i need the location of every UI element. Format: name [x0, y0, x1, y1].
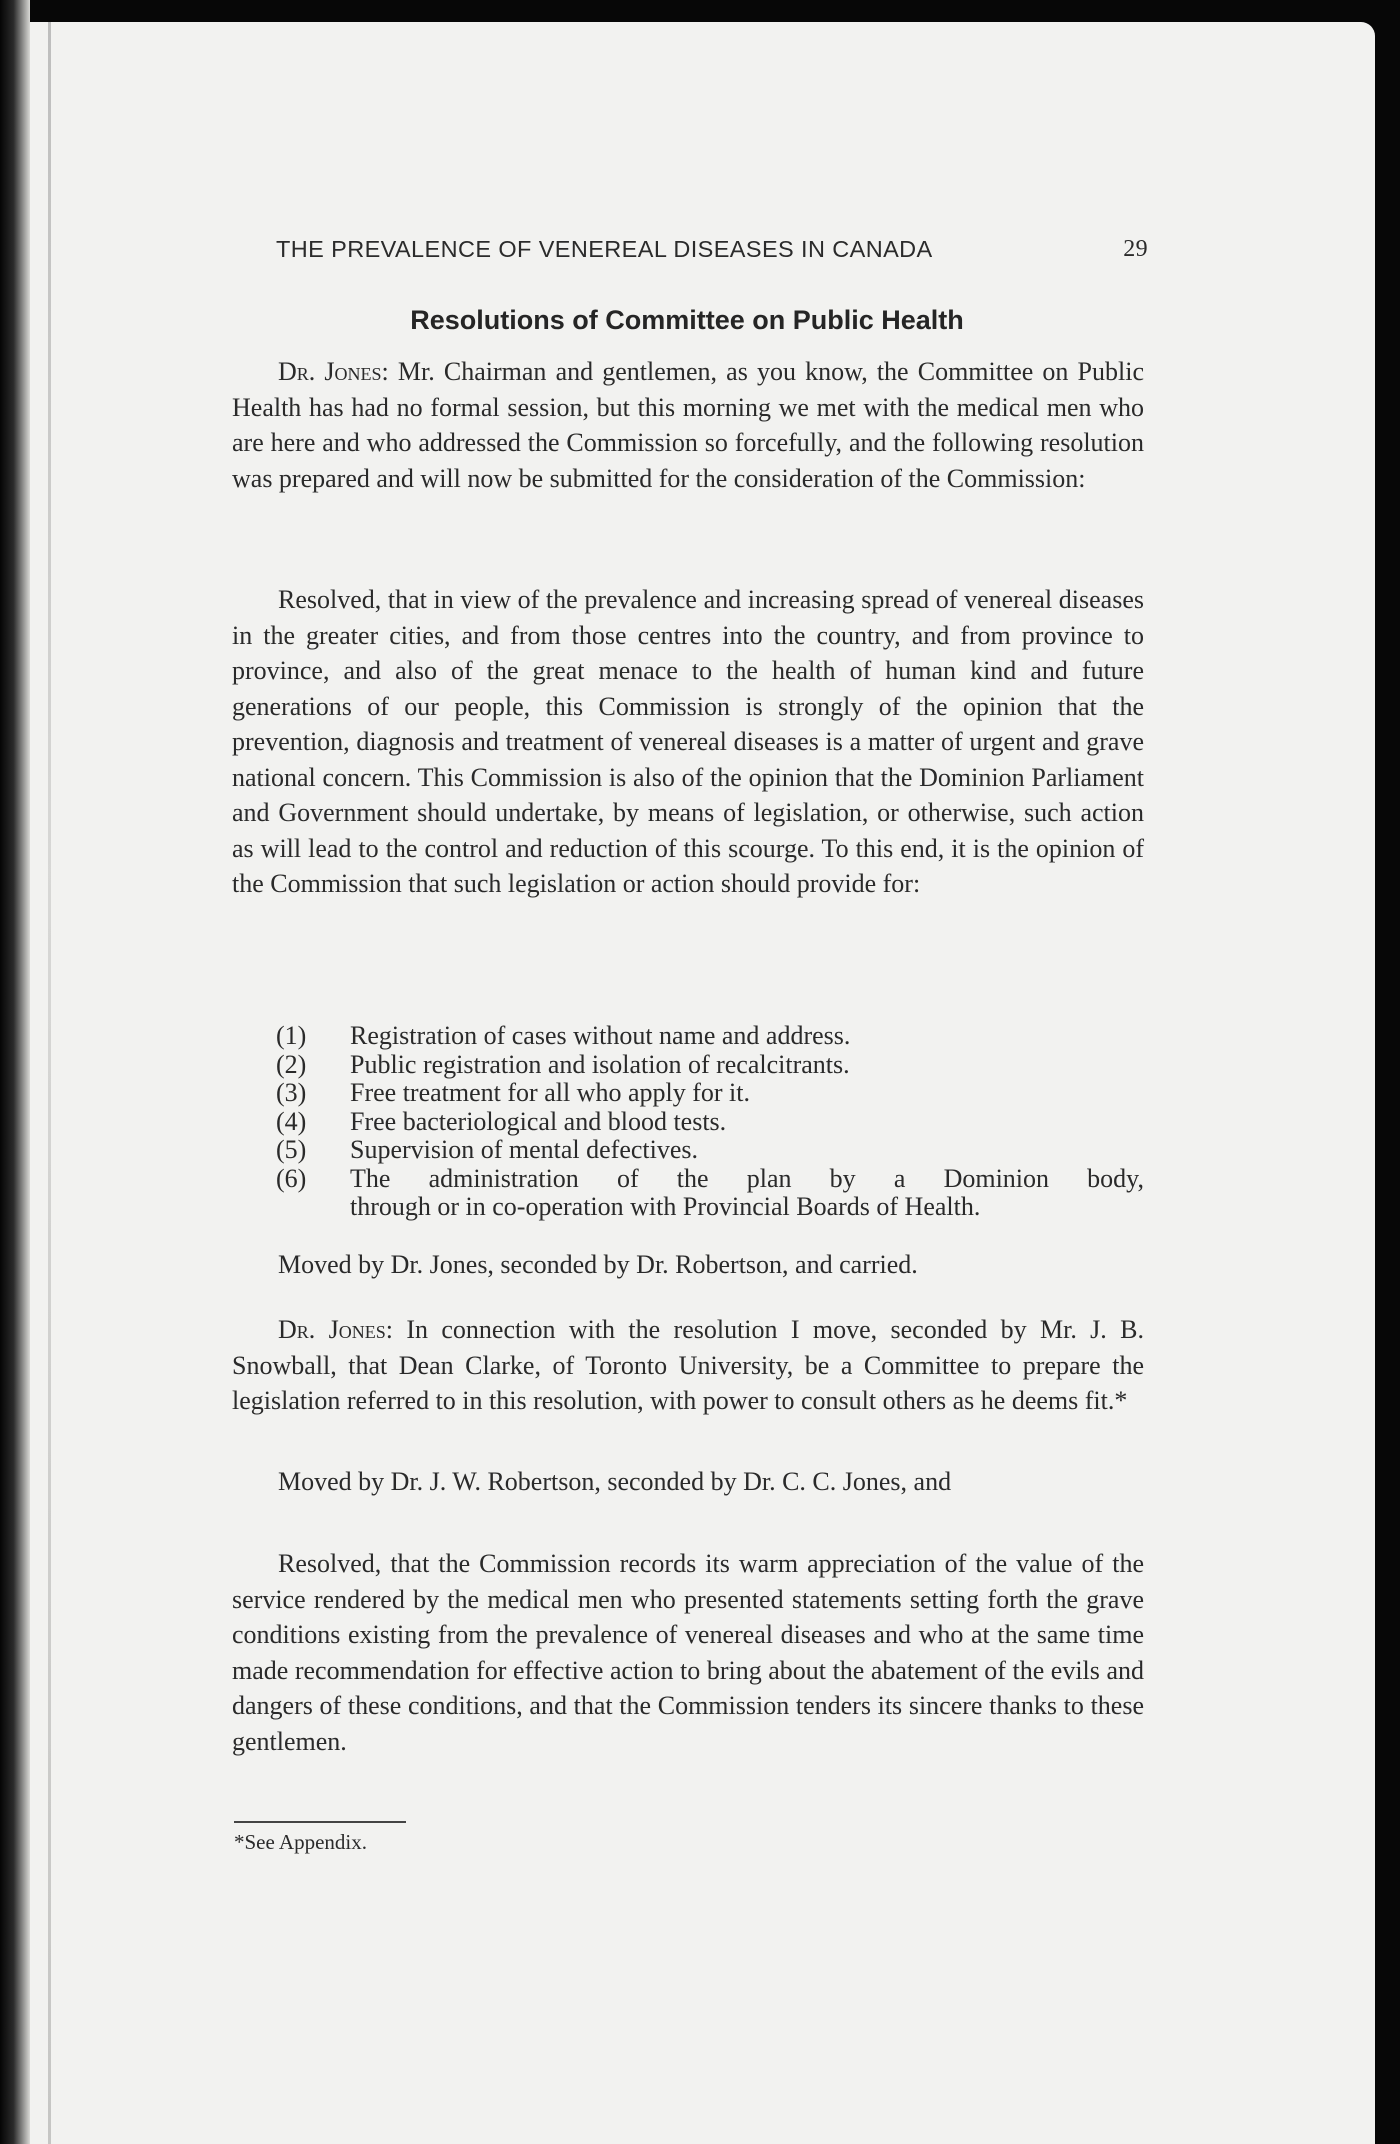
paragraph-text: In connection with the resolution I move, seconded by Mr. J. B. Snowball, that Dean Clarke, of Toronto University, be a Committee to prepare the legislation referred to in this resolution, with power to consult others as he deems fit.*: [232, 1315, 1145, 1415]
running-title: THE PREVALENCE OF VENEREAL DISEASES IN CANADA: [276, 236, 933, 262]
footnote-rule: [234, 1821, 406, 1823]
scan-left-edge: [0, 0, 30, 2144]
list-text: Free bacteriological and blood tests.: [350, 1106, 727, 1136]
provision-list: [232, 1022, 1144, 1222]
page-gutter-shadow: [48, 22, 51, 2144]
list-number: (4): [276, 1106, 307, 1136]
list-item: [232, 1165, 1144, 1194]
paragraph-resolution: Resolved, that in view of the prevalence and increasing spread of venereal diseases in the greater cities, and from those centres into the country, and from province to province, and also of the great menace to the health of human kind and future generations of our people, this Commission is strongly of the opinion that the prevention, diagnosis and treatment of venereal diseases is a matter of urgent and grave national concern. This Commission is also of the opinion that the Dominion Parliament and Government should undertake, by means of legislation, or otherwise, such action as will lead to the control and reduction of this scourge. To this end, it is the opinion of the Commission that such legislation or action should provide for:: [232, 585, 1144, 898]
footnote: *See Appendix.: [234, 1830, 367, 1854]
list-item: [232, 1108, 1144, 1137]
list-number: (6): [276, 1163, 307, 1193]
list-text: Free treatment for all who apply for it.: [350, 1078, 750, 1107]
list-text: Public registration and isolation of recalcitrants.: [350, 1049, 850, 1079]
speaker-name: Dr. Jones:: [278, 1315, 393, 1344]
paragraph-moved-robertson: Moved by Dr. J. W. Robertson, seconded by Dr. C. C. Jones, and: [278, 1467, 952, 1496]
list-item: [232, 1022, 1144, 1051]
list-continuation: through or in co-operation with Provincial Boards of Health.: [350, 1192, 981, 1221]
running-head: [276, 236, 1148, 263]
list-text: Registration of cases without name and address.: [350, 1021, 851, 1050]
list-item: [232, 1136, 1144, 1165]
list-item: [232, 1051, 1144, 1080]
section-title: Resolutions of Committee on Public Health: [410, 305, 964, 335]
list-text: The administration of the plan by a Dominion body,: [350, 1163, 1144, 1193]
paragraph-moved-carried: Moved by Dr. Jones, seconded by Dr. Robertson, and carried.: [278, 1250, 918, 1279]
paragraph-text: Mr. Chairman and gentlemen, as you know, the Committee on Public Health has had no formal session, but this morning we met with the medical men who are here and who addressed the Commission so forcefully, and the following resolution was prepared and will now be submitted for the consideration of the Commission:: [232, 357, 1144, 493]
list-number: (5): [276, 1135, 307, 1164]
list-text: Supervision of mental defectives.: [350, 1135, 699, 1164]
speaker-name: Dr. Jones:: [278, 357, 389, 386]
paragraph-dr-jones-intro: [232, 354, 1144, 496]
list-number: (3): [276, 1078, 307, 1107]
list-number: (1): [276, 1021, 307, 1050]
list-item: [232, 1079, 1144, 1108]
paragraph-dr-jones-motion: [232, 1312, 1144, 1419]
page-number: 29: [1123, 236, 1148, 262]
list-number: (2): [276, 1049, 307, 1079]
paragraph-appreciation: Resolved, that the Commission records its warm appreciation of the value of the service rendered by the medical men who presented statements setting forth the grave conditions existing from the prevalence of venereal diseases and who at the same time made recommendation for effective action to bring about the abatement of the evils and dangers of these conditions, and that the Commission tenders its sincere thanks to these gentlemen.: [232, 1549, 1144, 1756]
